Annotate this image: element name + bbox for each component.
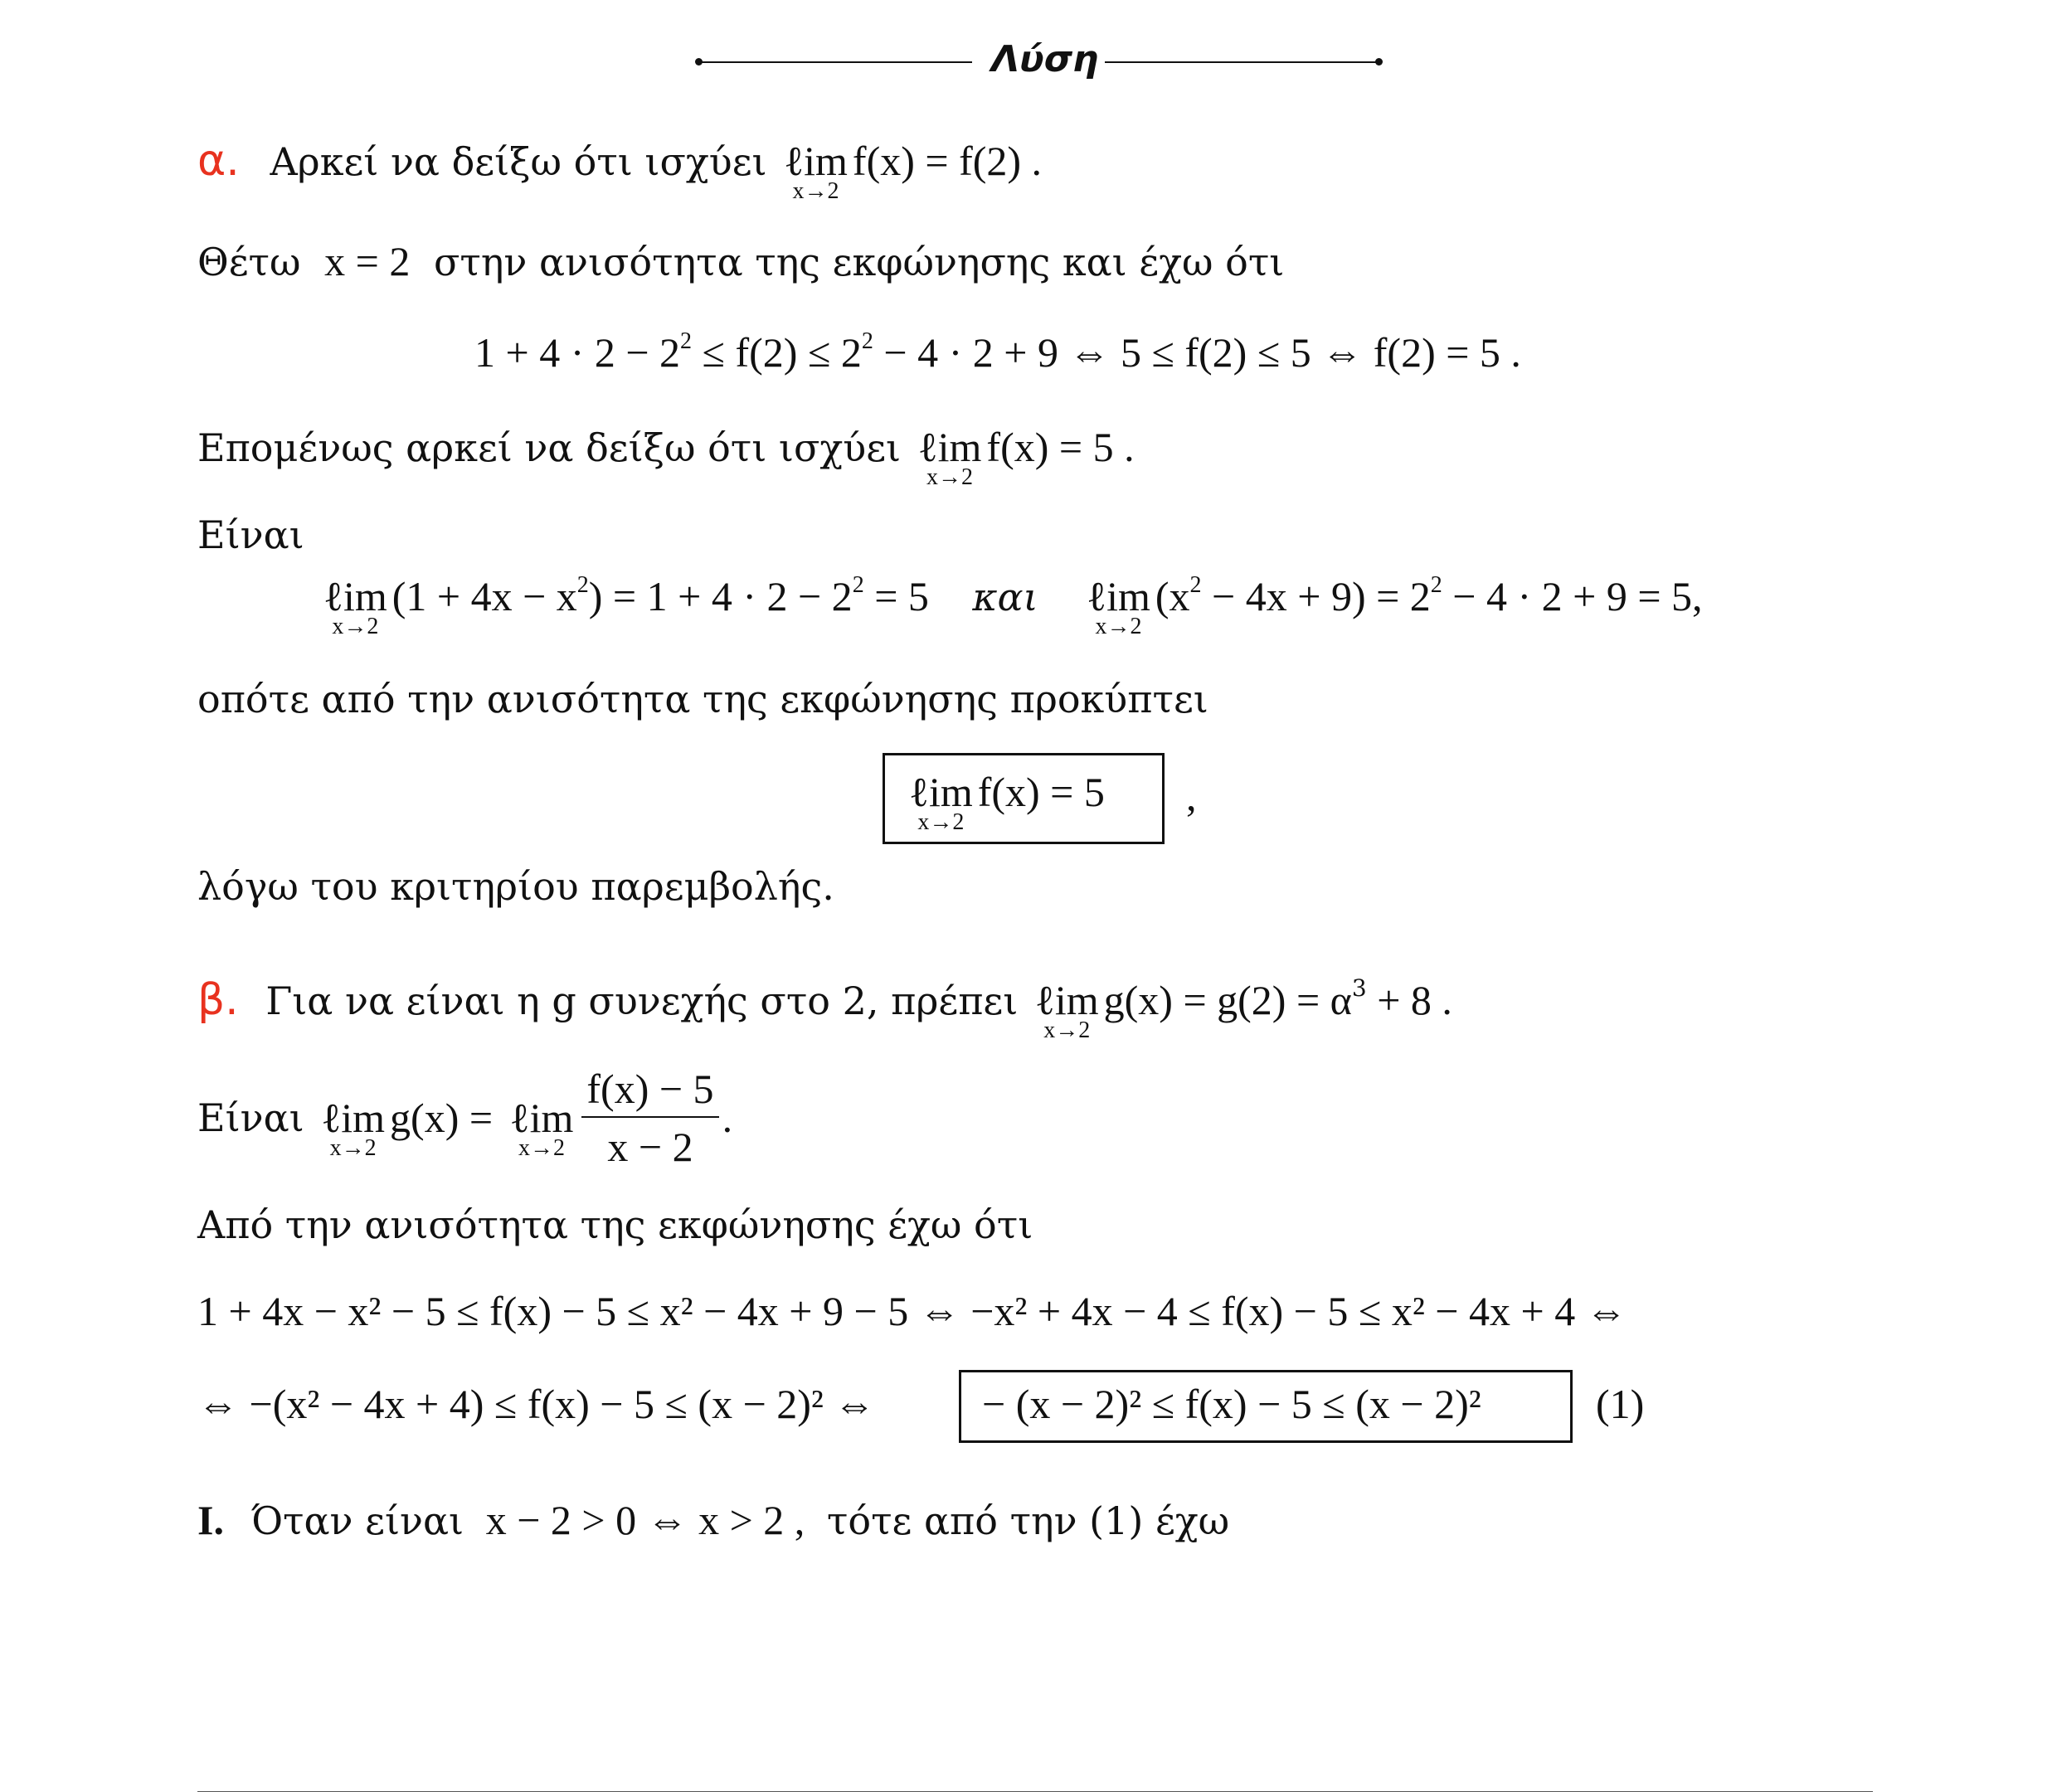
page-title: Λύση <box>991 38 1099 80</box>
kai-word: και <box>972 575 1038 619</box>
part-a-set-line: Θέτω x = 2 στην ανισότητα της εκφώνησης και έχω ότι <box>197 238 1285 284</box>
limit-expression: ℓim x→2 <box>1087 573 1150 639</box>
case-1-label: Ι. <box>197 1497 224 1543</box>
part-a-therefore-line: Επομένως αρκεί να δείξω ότι ισχύει ℓim x→2 f(x) = 5 . <box>197 424 1135 490</box>
part-b-inequality-1: 1 + 4x − x² − 5 ≤ f(x) − 5 ≤ x² − 4x + 9 − 5 ⇔ −x² + 4x − 4 ≤ f(x) − 5 ≤ x² − 4x + 4 ⇔ <box>197 1288 1627 1334</box>
limit-expression: ℓim x→2 <box>909 769 973 835</box>
header-right-rule <box>1105 61 1379 63</box>
boxed-comma: , <box>1186 773 1197 819</box>
limit-expression: ℓim x→2 <box>784 138 848 204</box>
fraction: $\frac{f(x) - 5}{x - 2}$ <box>581 1068 718 1168</box>
part-b-inequality-2: ⇔ −(x² − 4x + 4) ≤ f(x) − 5 ≤ (x − 2)² ⇔ <box>197 1381 876 1427</box>
part-a-intro-line <box>197 136 1043 204</box>
part-b-label: β. <box>197 975 239 1025</box>
part-a-hence-line: οπότε από την ανισότητα της εκφώνησης προκύπτει <box>197 677 1208 721</box>
case-1-line: Ι. Όταν είναι x − 2 > 0 ⇔ x > 2 , τότε από την (1) έχω <box>197 1497 1230 1543</box>
boxed-inequality-content: − (x − 2)² ≤ f(x) − 5 ≤ (x − 2)² <box>982 1381 1481 1427</box>
header-right-dot <box>1375 58 1383 66</box>
boxed-limit-content: ℓim x→2 f(x) = 5 <box>909 769 1105 835</box>
part-a-intro-tail: f(x) = f(2) . <box>852 138 1043 184</box>
limit-expression: ℓim x→2 <box>917 424 982 490</box>
limit-expression: ℓim x→2 <box>1034 977 1099 1043</box>
header-left-rule <box>698 61 972 63</box>
limit-expression: ℓim x→2 <box>321 1095 386 1161</box>
part-a-label: α. <box>197 136 240 186</box>
equation-reference: (1) <box>1596 1381 1645 1427</box>
part-a-equation-1: $1 + 4 \cdot 2 - 2^2 \le f(2) \le 2^2 - 4 \cdot 2 + 9$ ⇔ 5 ≤ f(2) ≤ 5 ⇔ f(2) = 5 . <box>474 328 1521 376</box>
part-a-limits-line: ℓim x→2 $(1 + 4x - x^2) = 1 + 4 \cdot 2 - 2^2 = 5$ και ℓim x→2 $(x^2 - 4x + 9) = 2^2 - 4 \cdot 2 + 9 = 5$, <box>323 572 1703 639</box>
limit-expression: ℓim x→2 <box>509 1095 574 1161</box>
part-a-reason: λόγω του κριτηρίου παρεμβολής. <box>197 864 834 909</box>
limit-expression: ℓim x→2 <box>323 573 387 639</box>
part-b-einai-line: Είναι ℓim x→2 g(x) = ℓim x→2 $\frac{f(x) - 5}{x - 2}$ . <box>197 1066 733 1170</box>
part-b-intro-line: β. Για να είναι η g συνεχής στο 2, πρέπει ℓim x→2 $g(x) = g(2) = \alpha^3 + 8$ . <box>197 974 1452 1043</box>
part-b-from-line: Από την ανισότητα της εκφώνησης έχω ότι <box>197 1202 1033 1247</box>
part-a-intro: Αρκεί να δείξω ότι ισχύει <box>270 139 767 184</box>
part-a-einai: Είναι <box>197 512 304 557</box>
set-equation: x = 2 <box>324 238 411 284</box>
